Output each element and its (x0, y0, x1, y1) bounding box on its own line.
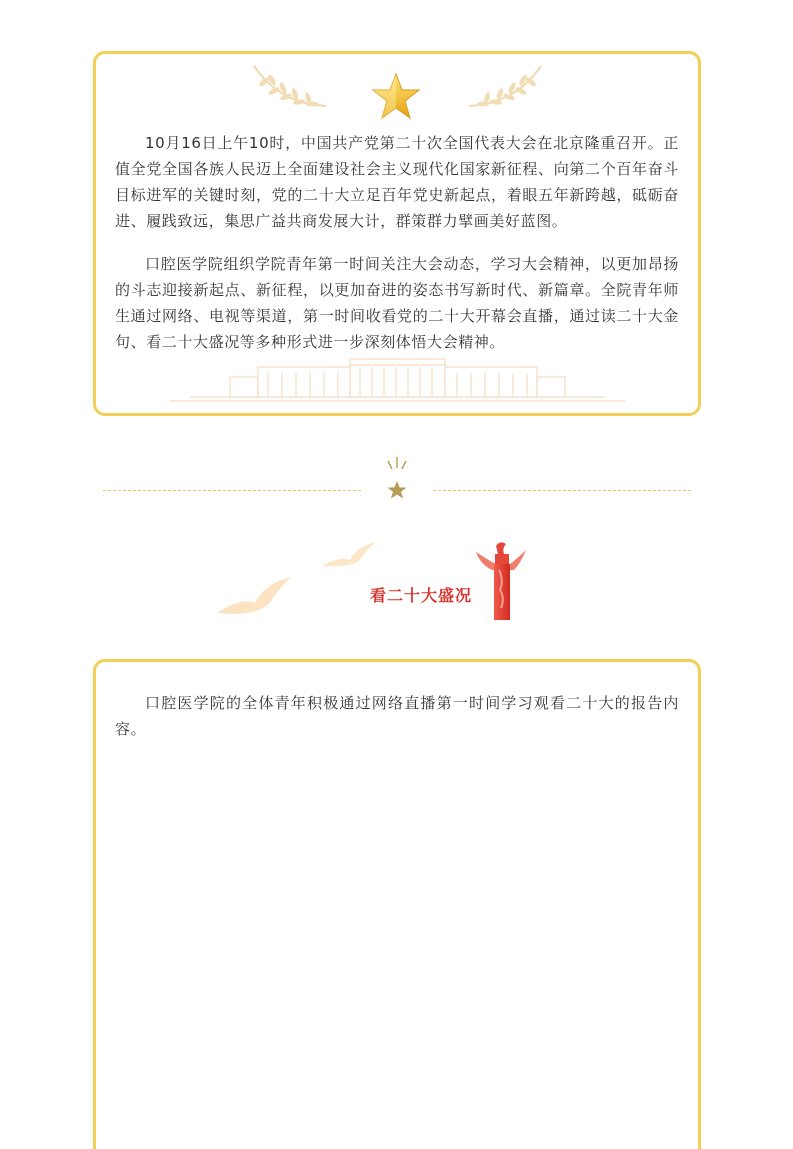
divider-line-left (103, 490, 361, 491)
intro-paragraph-1: 10月16日上午10时，中国共产党第二十次全国代表大会在北京隆重召开。正值全党全国各族人民迈上全面建设社会主义现代化国家新征程、向第二个百年奋斗目标进军的关键时刻，党的二十大立足百年党史新起点，着眼五年新跨越，砥砺奋进、履践致远，集思广益共商发展大计，群策群力擘画美好蓝图。 (115, 134, 679, 230)
huabiao-pillar-icon (470, 540, 530, 622)
section-title: 看二十大盛况 (370, 586, 473, 605)
wheat-laurel-icon (465, 64, 545, 110)
divider-line-right (433, 490, 691, 491)
great-hall-icon (170, 355, 625, 405)
star-icon (371, 72, 421, 122)
intro-paragraph-2: 口腔医学院组织学院青年第一时间关注大会动态，学习大会精神，以更加昂扬的斗志迎接新起点、新征程，以更加奋进的姿态书写新时代、新篇章。全院青年师生通过网络、电视等渠道，第一时间收看党的二十大开幕会直播，通过读二十大金句、看二十大盛况等多种形式进一步深刻体悟大会精神。 (115, 255, 679, 351)
star-icon (380, 455, 414, 501)
dove-icon (320, 540, 380, 572)
dove-icon (215, 575, 295, 620)
wheat-laurel-icon (250, 64, 330, 110)
watch-paragraph: 口腔医学院的全体青年积极通过网络直播第一时间学习观看二十大的报告内容。 (115, 694, 679, 738)
